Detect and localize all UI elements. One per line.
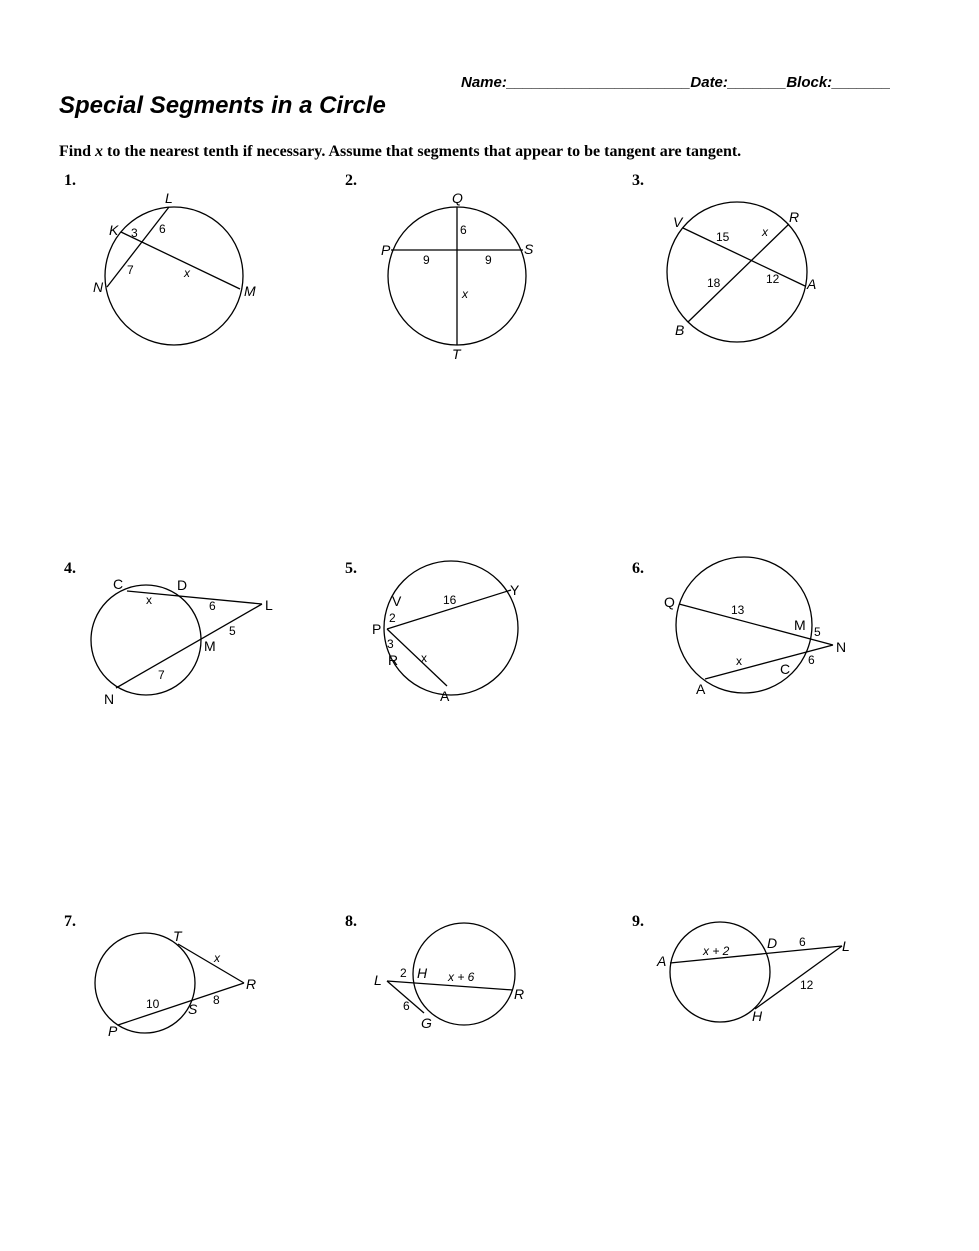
point-v: V — [673, 214, 683, 230]
problem-number-4: 4. — [64, 560, 76, 577]
problem-number-6: 6. — [632, 560, 644, 577]
problem-number-5: 5. — [345, 560, 357, 577]
length-label: 6 — [808, 653, 815, 667]
length-label: 9 — [423, 253, 430, 267]
length-label: 6 — [460, 223, 467, 237]
figure-3 — [667, 202, 816, 342]
point-h: H — [752, 1008, 763, 1024]
point-k: K — [109, 222, 119, 238]
length-label: 13 — [731, 603, 745, 617]
point-m: M — [204, 638, 216, 654]
chord-km — [121, 232, 240, 289]
name-label: Name: — [461, 74, 507, 91]
figure-5 — [372, 561, 520, 704]
point-s: S — [524, 241, 534, 257]
figure-7 — [95, 928, 256, 1039]
length-label: 7 — [127, 263, 134, 277]
length-label: 6 — [799, 935, 806, 949]
point-c: C — [780, 661, 791, 677]
length-label: 18 — [707, 276, 721, 290]
point-r: R — [789, 209, 800, 225]
circle-1 — [105, 207, 243, 345]
unknown-label: x — [421, 651, 427, 665]
length-label: 6 — [159, 222, 166, 236]
point-t: T — [173, 928, 182, 944]
point-c: C — [113, 576, 124, 592]
length-label: 15 — [716, 230, 730, 244]
point-a: A — [440, 688, 450, 704]
problem-number-1: 1. — [64, 172, 76, 189]
length-label: 5 — [814, 625, 821, 639]
date-blank[interactable]: _______ — [727, 74, 787, 91]
point-d: D — [767, 935, 778, 951]
point-a: A — [807, 276, 817, 292]
unknown-label: x — [462, 287, 468, 301]
point-m: M — [244, 283, 256, 299]
point-a: A — [657, 953, 667, 969]
unknown-label: x + 6 — [448, 970, 475, 984]
figure-2 — [381, 190, 534, 362]
length-label: 2 — [389, 611, 396, 625]
point-p: P — [372, 621, 382, 637]
point-v: V — [392, 593, 402, 609]
point-l: L — [165, 190, 173, 206]
block-blank[interactable]: _______ — [832, 74, 891, 91]
point-r: R — [246, 976, 257, 992]
tangent-tr — [178, 944, 244, 983]
problem-number-8: 8. — [345, 913, 357, 930]
figure-1 — [93, 190, 256, 345]
point-r: R — [514, 986, 525, 1002]
point-l: L — [265, 597, 273, 613]
length-label: 7 — [158, 668, 165, 682]
name-blank[interactable]: ______________________ — [506, 74, 691, 91]
point-g: G — [421, 1015, 432, 1031]
point-t: T — [452, 346, 461, 362]
figure-9 — [656, 922, 850, 1024]
length-label: 8 — [213, 993, 220, 1007]
figure-8 — [374, 923, 524, 1031]
point-r: R — [388, 652, 399, 668]
unknown-label: x — [736, 654, 742, 668]
secant-rp — [118, 983, 244, 1025]
circle-6 — [676, 557, 812, 693]
point-h: H — [417, 965, 428, 981]
point-b: B — [675, 322, 685, 338]
circle-5 — [384, 561, 518, 695]
circle-7 — [95, 933, 195, 1033]
point-n: N — [104, 691, 115, 707]
date-label: Date: — [690, 74, 728, 91]
problem-number-9: 9. — [632, 913, 644, 930]
point-l: L — [374, 972, 382, 988]
instructions: Find x to the nearest tenth if necessary. Assume that segments that appear to be tangent are tangent. — [59, 143, 742, 160]
chord-va — [683, 228, 805, 286]
point-y: Y — [510, 582, 520, 598]
point-s: S — [188, 1001, 198, 1017]
tangent-lh — [755, 946, 842, 1009]
point-l: L — [842, 938, 850, 954]
unknown-label: x + 2 — [703, 944, 730, 958]
point-a: A — [696, 681, 706, 697]
point-q: Q — [664, 594, 675, 610]
length-label: 16 — [443, 593, 457, 607]
secant-ln — [116, 604, 262, 688]
length-label: 12 — [766, 272, 780, 286]
problem-number-7: 7. — [64, 913, 76, 930]
length-label: 6 — [403, 999, 410, 1013]
length-label: 9 — [485, 253, 492, 267]
circle-3 — [667, 202, 807, 342]
point-m: M — [794, 617, 806, 633]
length-label: 3 — [131, 226, 138, 240]
page-title: Special Segments in a Circle — [59, 92, 386, 119]
problem-number-3: 3. — [632, 172, 644, 189]
point-q: Q — [452, 190, 463, 206]
point-p: P — [108, 1023, 118, 1039]
unknown-label: x — [146, 593, 152, 607]
unknown-label: x — [214, 951, 220, 965]
point-d: D — [177, 577, 188, 593]
unknown-label: x — [762, 225, 768, 239]
block-label: Block: — [786, 74, 833, 91]
unknown-label: x — [184, 266, 190, 280]
length-label: 3 — [387, 637, 394, 651]
figure-6 — [664, 557, 846, 697]
length-label: 2 — [400, 966, 407, 980]
length-label: 10 — [146, 997, 160, 1011]
circle-9 — [670, 922, 770, 1022]
problem-number-2: 2. — [345, 172, 357, 189]
point-n: N — [836, 639, 847, 655]
point-p: P — [381, 242, 391, 258]
length-label: 5 — [229, 624, 236, 638]
length-label: 6 — [209, 599, 216, 613]
point-n: N — [93, 279, 104, 295]
chord-ln — [107, 207, 169, 287]
secant-la — [670, 946, 842, 963]
variable-x: x — [95, 143, 104, 160]
figure-4 — [91, 576, 273, 707]
length-label: 12 — [800, 978, 814, 992]
